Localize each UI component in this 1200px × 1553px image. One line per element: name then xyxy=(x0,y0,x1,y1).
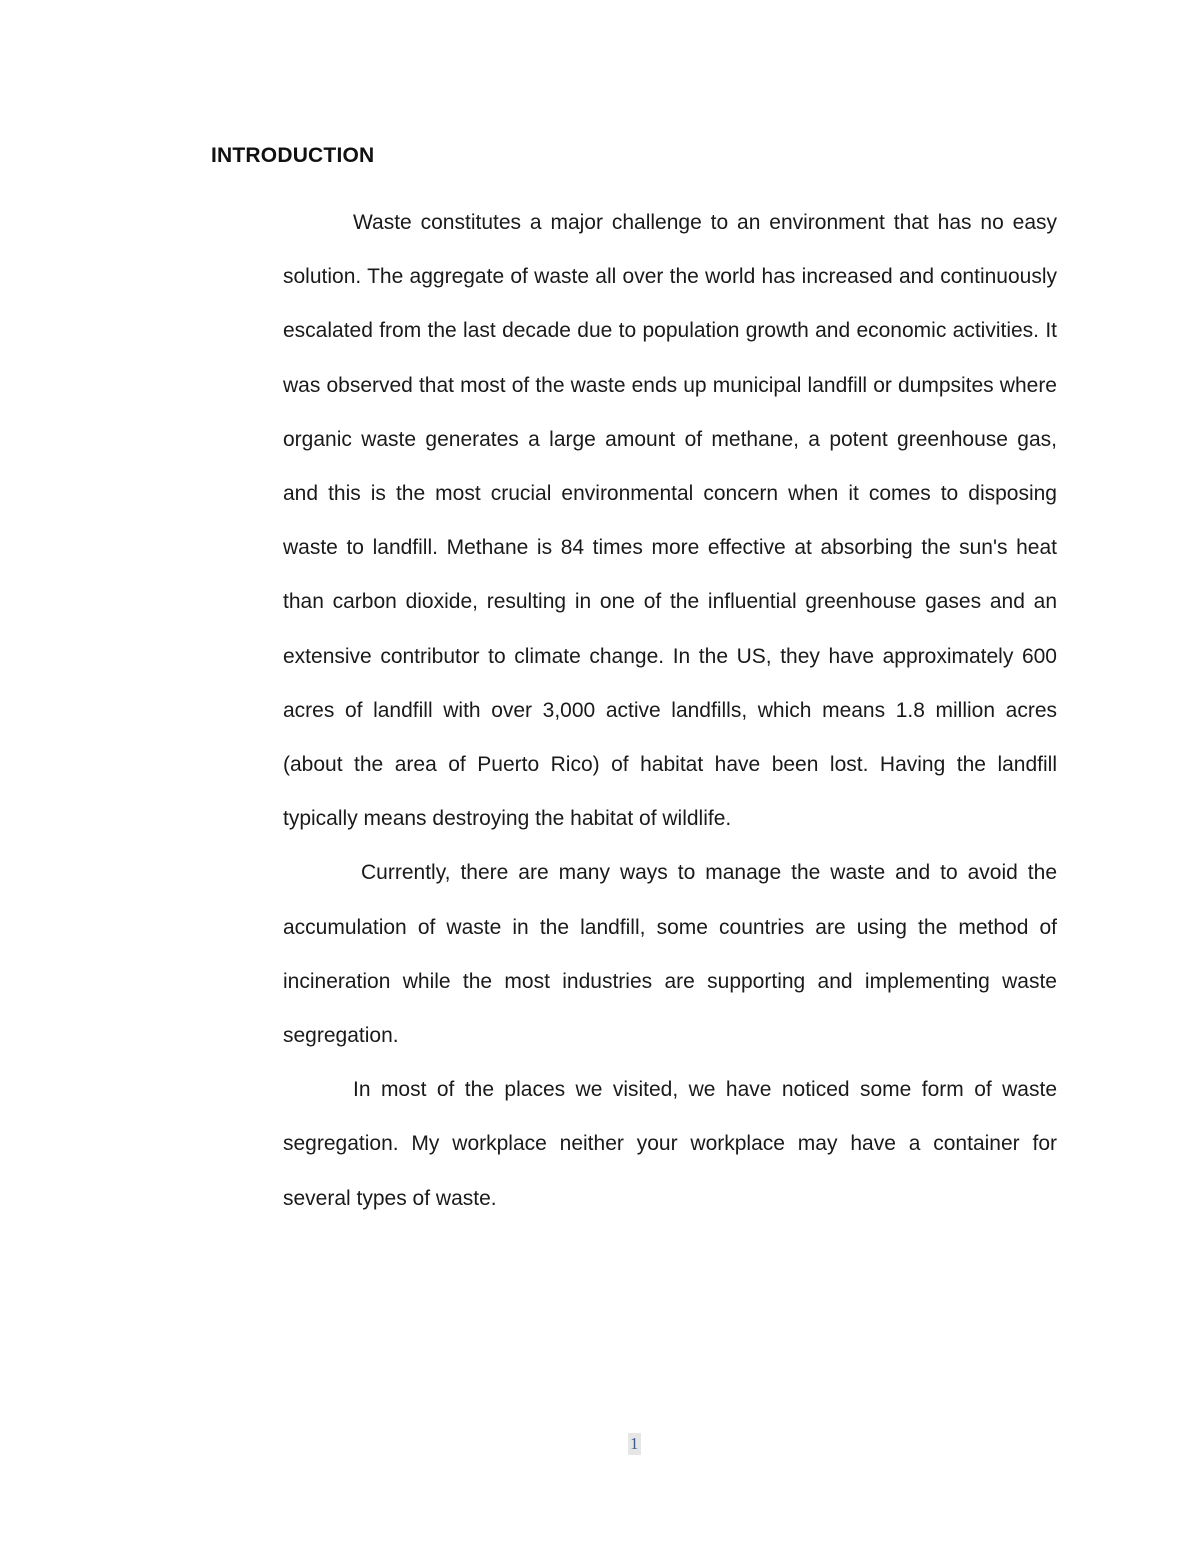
section-heading: INTRODUCTION xyxy=(211,144,375,167)
body-text xyxy=(283,196,1057,1226)
page-number: 1 xyxy=(630,1434,639,1453)
paragraph-3: In most of the places we visited, we have noticed some form of waste segregation. My workplace neither your workplace may have a container for several types of waste. xyxy=(283,1078,1057,1210)
paragraph-1: Waste constitutes a major challenge to an environment that has no easy solution. The aggregate of waste all over the world has increased and continuously escalated from the last decade due to population growth and economic activities. It was observed that most of the waste ends up municipal landfill or dumpsites where organic waste generates a large amount of methane, a potent greenhouse gas, and this is the most crucial environmental concern when it comes to disposing waste to landfill. Methane is 84 times more effective at absorbing the sun's heat than carbon dioxide, resulting in one of the influential greenhouse gases and an extensive contributor to climate change. In the US, they have approximately 600 acres of landfill with over 3,000 active landfills, which means 1.8 million acres (about the area of Puerto Rico) of habitat have been lost. Having the landfill typically means destroying the habitat of wildlife. xyxy=(283,211,1057,831)
paragraph-2: Currently, there are many ways to manage the waste and to avoid the accumulation of waste in the landfill, some countries are using the method of incineration while the most industries are supporting and implementing waste segregation. xyxy=(283,861,1057,1048)
